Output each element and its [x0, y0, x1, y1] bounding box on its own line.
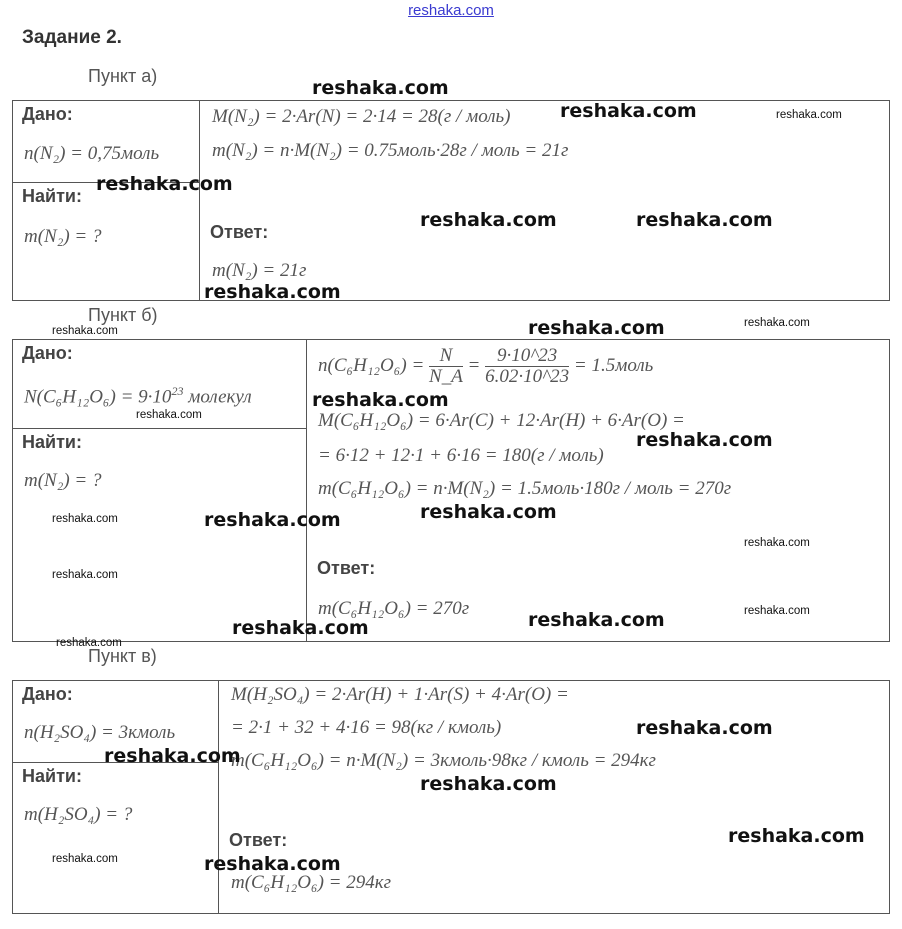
page-title: Задание 2.	[22, 27, 122, 48]
part-c-divider	[218, 680, 219, 914]
part-c-answer-value: m(C₆H₁₂O₆) = 294кг	[231, 872, 392, 893]
watermark: reshaka.com	[636, 209, 773, 231]
part-a-divider	[199, 100, 200, 301]
part-c-given-label: Дано:	[22, 684, 73, 704]
part-b-fraction-1-den: N_A	[429, 366, 463, 387]
watermark: reshaka.com	[312, 389, 449, 411]
part-b-line1-prefix: n(C₆H₁₂O₆) =	[318, 354, 425, 376]
part-b-given-prefix: N(C₆H₁₂O₆) = 9·10	[24, 386, 172, 408]
part-b-solution-line-3: = 6·12 + 12·1 + 6·16 = 180(г / моль)	[318, 445, 604, 466]
watermark: reshaka.com	[312, 77, 449, 99]
part-a-table	[12, 100, 890, 301]
part-a-solution-line-2: m(N₂) = n·M(N₂) = 0.75моль·28г / моль = 21г	[212, 140, 569, 161]
part-b-given-divider	[12, 428, 307, 429]
part-b-line1-eq: =	[467, 354, 481, 376]
part-b-solution-line-4: m(C₆H₁₂O₆) = n·M(N₂) = 1.5моль·180г / моль = 270г	[318, 478, 732, 499]
watermark: reshaka.com	[204, 853, 341, 875]
part-c-given-value: n(H₂SO₄) = 3кмоль	[24, 722, 176, 743]
watermark: reshaka.com	[636, 717, 773, 739]
part-c-heading: Пункт в)	[88, 646, 157, 666]
part-c-solution-line-2: = 2·1 + 32 + 4·16 = 98(кг / кмоль)	[231, 717, 502, 738]
part-b-fraction-2-num: 9·10^23	[485, 346, 569, 367]
part-b-heading: Пункт б)	[88, 305, 158, 325]
part-b-line1-result: = 1.5моль	[573, 354, 654, 376]
watermark: reshaka.com	[636, 429, 773, 451]
part-b-given-value	[24, 384, 252, 408]
watermark: reshaka.com	[776, 109, 842, 121]
part-b-fraction-1-num: N	[429, 346, 463, 367]
watermark: reshaka.com	[56, 637, 122, 649]
part-b-divider	[306, 339, 307, 642]
watermark: reshaka.com	[528, 609, 665, 631]
part-b-fraction-2	[485, 346, 569, 387]
part-b-given-suffix: молекул	[188, 386, 252, 408]
part-b-solution-line-2: M(C₆H₁₂O₆) = 6·Ar(C) + 12·Ar(H) + 6·Ar(O) =	[318, 410, 685, 431]
part-b-fraction-1	[429, 346, 463, 387]
part-b-given-exponent: 23	[171, 384, 184, 398]
part-b-solution-line-1	[318, 346, 653, 387]
watermark: reshaka.com	[728, 825, 865, 847]
watermark: reshaka.com	[560, 100, 697, 122]
watermark: reshaka.com	[136, 409, 202, 421]
part-a-given-label: Дано:	[22, 104, 73, 124]
part-b-answer-value: m(C₆H₁₂O₆) = 270г	[318, 598, 470, 619]
watermark: reshaka.com	[232, 617, 369, 639]
watermark: reshaka.com	[420, 773, 557, 795]
watermark: reshaka.com	[52, 325, 118, 337]
part-a-answer-value: m(N₂) = 21г	[212, 260, 307, 281]
watermark: reshaka.com	[52, 853, 118, 865]
watermark: reshaka.com	[96, 173, 233, 195]
watermark: reshaka.com	[204, 509, 341, 531]
part-c-answer-label: Ответ:	[229, 830, 288, 850]
part-a-given-value: n(N₂) = 0,75моль	[24, 143, 160, 164]
watermark: reshaka.com	[744, 605, 810, 617]
part-c-find-value: m(H₂SO₄) = ?	[24, 804, 133, 825]
part-a-solution-line-1: M(N₂) = 2·Ar(N) = 2·14 = 28(г / моль)	[212, 106, 511, 127]
part-c-solution-line-3: m(C₆H₁₂O₆) = n·M(N₂) = 3кмоль·98кг / кмоль = 294кг	[231, 750, 656, 771]
part-a-answer-label: Ответ:	[210, 222, 269, 242]
watermark: reshaka.com	[744, 537, 810, 549]
part-b-given-label: Дано:	[22, 343, 73, 363]
watermark: reshaka.com	[420, 209, 557, 231]
watermark: reshaka.com	[52, 513, 118, 525]
part-a-find-value: m(N₂) = ?	[24, 226, 102, 247]
watermark: reshaka.com	[104, 745, 241, 767]
part-c-table	[12, 680, 890, 914]
part-c-solution-line-1: M(H₂SO₄) = 2·Ar(H) + 1·Ar(S) + 4·Ar(O) =	[231, 684, 569, 705]
part-b-answer-label: Ответ:	[317, 558, 376, 578]
part-b-find-value: m(N₂) = ?	[24, 470, 102, 491]
site-link[interactable]: reshaka.com	[408, 2, 494, 19]
part-a-find-label: Найти:	[22, 186, 82, 206]
watermark: reshaka.com	[420, 501, 557, 523]
watermark: reshaka.com	[52, 569, 118, 581]
part-b-find-label: Найти:	[22, 432, 82, 452]
watermark: reshaka.com	[744, 317, 810, 329]
part-c-find-label: Найти:	[22, 766, 82, 786]
part-b-fraction-2-den: 6.02·10^23	[485, 366, 570, 387]
watermark: reshaka.com	[528, 317, 665, 339]
watermark: reshaka.com	[204, 281, 341, 303]
part-a-heading: Пункт а)	[88, 66, 158, 86]
